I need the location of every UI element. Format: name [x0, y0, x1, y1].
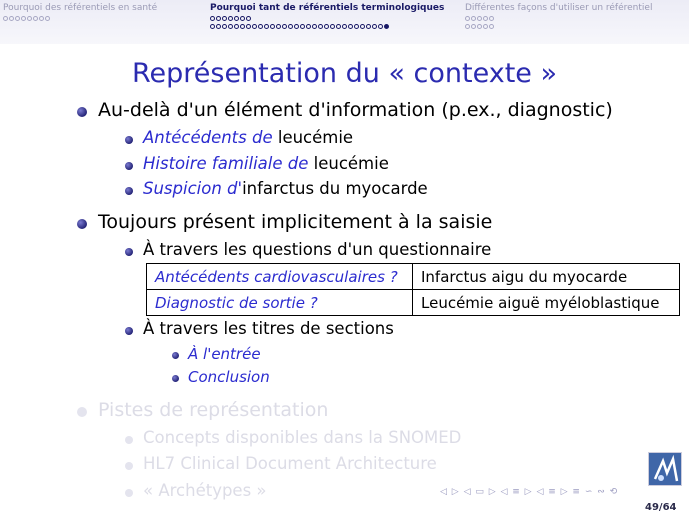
- bullet-ball-icon: [77, 407, 87, 417]
- bullet-ball-icon: [125, 462, 133, 470]
- nav-frame-dot[interactable]: [360, 24, 365, 29]
- sub-sub-bullet-conclusion: [188, 368, 270, 386]
- nav-frame-dot[interactable]: [240, 24, 245, 29]
- nav-frame-dot[interactable]: [336, 24, 341, 29]
- bullet-label: À travers les questions d'un questionnaire: [143, 240, 492, 259]
- plain-text: infarctus du myocarde: [242, 179, 428, 198]
- nav-frame-dot[interactable]: [288, 24, 293, 29]
- table-cell-question: Diagnostic de sortie ?: [147, 290, 413, 316]
- section-navigation-bar: [0, 0, 689, 44]
- bullet-ball-icon: [125, 436, 133, 444]
- bullet-ball-icon: [125, 489, 133, 497]
- nav-frame-dot[interactable]: [21, 16, 26, 21]
- nav-frame-dot[interactable]: [477, 16, 482, 21]
- nav-frame-dot[interactable]: [312, 24, 317, 29]
- nav-frame-dot[interactable]: [27, 16, 32, 21]
- nav-section-1-title[interactable]: Pourquoi des référentiels en santé: [3, 3, 158, 13]
- nav-frame-dot[interactable]: [471, 24, 476, 29]
- nav-section-3-dots-row1[interactable]: [465, 14, 652, 21]
- bullet-label: Au-delà d'un élément d'information (p.ex., diagnostic): [98, 99, 613, 121]
- sub-bullet-questionnaire: [143, 240, 491, 259]
- nav-frame-dot[interactable]: [270, 24, 275, 29]
- questionnaire-table: [146, 263, 680, 316]
- nav-frame-dot[interactable]: [489, 24, 494, 29]
- nav-frame-dot[interactable]: [372, 24, 377, 29]
- nav-section-2-dots-row1[interactable]: [210, 14, 444, 21]
- nav-frame-dot[interactable]: [39, 16, 44, 21]
- table-cell-answer: Infarctus aigu du myocarde: [413, 264, 680, 290]
- sub-bullet-suspicion: [143, 179, 428, 198]
- sub-bullet-archetypes: [143, 481, 267, 500]
- nav-frame-dot[interactable]: [3, 16, 8, 21]
- bullet-label: À travers les titres de sections: [143, 319, 394, 338]
- bullet-ball-icon: [125, 136, 133, 144]
- nav-frame-dot[interactable]: [483, 16, 488, 21]
- nav-frame-dot[interactable]: [483, 24, 488, 29]
- section-name: À l'entrée: [188, 345, 261, 363]
- nav-section-1-dots[interactable]: [3, 14, 157, 21]
- nav-frame-dot[interactable]: [222, 16, 227, 21]
- bullet-ball-icon: [77, 107, 87, 117]
- nav-frame-dot[interactable]: [216, 24, 221, 29]
- nav-frame-dot[interactable]: [300, 24, 305, 29]
- nav-frame-dot[interactable]: [471, 16, 476, 21]
- table-row: [147, 290, 680, 316]
- nav-frame-dot[interactable]: [384, 24, 389, 29]
- bullet-label: « Archétypes »: [143, 481, 267, 500]
- nav-frame-dot[interactable]: [216, 16, 221, 21]
- bullet-context-beyond: [98, 99, 613, 121]
- nav-frame-dot[interactable]: [210, 16, 215, 21]
- nav-section-2-dots-row2[interactable]: [210, 22, 444, 29]
- nav-frame-dot[interactable]: [294, 24, 299, 29]
- nav-frame-dot[interactable]: [348, 24, 353, 29]
- nav-frame-dot[interactable]: [276, 24, 281, 29]
- nav-frame-dot[interactable]: [45, 16, 50, 21]
- plain-text: leucémie: [272, 128, 354, 147]
- sub-sub-bullet-entry: [188, 345, 261, 363]
- nav-frame-dot[interactable]: [228, 16, 233, 21]
- nav-section-1[interactable]: [3, 3, 157, 21]
- nav-frame-dot[interactable]: [210, 24, 215, 29]
- nav-section-3-title[interactable]: Différentes façons d'utiliser un référentiel: [465, 3, 653, 13]
- bullet-ball-icon: [125, 187, 133, 195]
- sub-bullet-snomed: [143, 428, 461, 447]
- nav-section-2[interactable]: [210, 3, 444, 29]
- sub-bullet-family-history: [143, 154, 389, 173]
- nav-frame-dot[interactable]: [252, 24, 257, 29]
- table-cell-question: Antécédents cardiovasculaires ?: [147, 264, 413, 290]
- sub-bullet-antecedents: [143, 128, 353, 147]
- page-number: 49/64: [645, 502, 677, 513]
- nav-frame-dot[interactable]: [465, 24, 470, 29]
- nav-frame-dot[interactable]: [234, 16, 239, 21]
- beamer-navigation-controls[interactable]: ◁ ▷ ◁ ▭ ▷ ◁ ≡ ▷ ◁ ≡ ▷ ≡ ∽ ∾ ⟲: [440, 487, 619, 497]
- nav-frame-dot[interactable]: [354, 24, 359, 29]
- bullet-label: Pistes de représentation: [98, 399, 329, 421]
- nav-frame-dot[interactable]: [264, 24, 269, 29]
- emphasis-text: Histoire familiale de: [143, 154, 309, 173]
- nav-section-3[interactable]: [465, 3, 652, 29]
- nav-frame-dot[interactable]: [246, 24, 251, 29]
- section-name: Conclusion: [188, 368, 270, 386]
- nav-frame-dot[interactable]: [246, 16, 251, 21]
- bullet-ball-icon: [172, 352, 179, 359]
- nav-frame-dot[interactable]: [489, 16, 494, 21]
- sub-bullet-hl7-cda: [143, 454, 437, 473]
- frame-title: Représentation du « contexte »: [131, 58, 558, 89]
- nav-frame-dot[interactable]: [282, 24, 287, 29]
- emphasis-text: Suspicion d': [143, 179, 243, 198]
- nav-frame-dot[interactable]: [306, 24, 311, 29]
- emphasis-text: Antécédents de: [143, 128, 273, 147]
- bullet-ball-icon: [77, 219, 87, 229]
- nav-frame-dot[interactable]: [477, 24, 482, 29]
- nav-frame-dot[interactable]: [228, 24, 233, 29]
- nav-frame-dot[interactable]: [318, 24, 323, 29]
- bullet-label: HL7 Clinical Document Architecture: [143, 454, 437, 473]
- nav-frame-dot[interactable]: [330, 24, 335, 29]
- nav-frame-dot[interactable]: [234, 24, 239, 29]
- bullet-ball-icon: [125, 327, 133, 335]
- sub-bullet-section-titles: [143, 319, 394, 338]
- bullet-ball-icon: [172, 375, 179, 382]
- nav-frame-dot[interactable]: [342, 24, 347, 29]
- nav-frame-dot[interactable]: [258, 24, 263, 29]
- nav-frame-dot[interactable]: [378, 24, 383, 29]
- bullet-representation-paths: [98, 399, 328, 421]
- nav-frame-dot[interactable]: [324, 24, 329, 29]
- table-row: [147, 264, 680, 290]
- plain-text: leucémie: [308, 154, 389, 173]
- nav-frame-dot[interactable]: [33, 16, 38, 21]
- nav-frame-dot[interactable]: [465, 16, 470, 21]
- nav-frame-dot[interactable]: [222, 24, 227, 29]
- table-cell-answer: Leucémie aiguë myéloblastique: [413, 290, 680, 316]
- bullet-label: Concepts disponibles dans la SNOMED: [143, 428, 462, 447]
- logo-icon: [649, 453, 682, 486]
- institution-logo: [648, 452, 682, 486]
- nav-section-3-dots-row2[interactable]: [465, 22, 652, 29]
- bullet-label: Toujours présent implicitement à la saisie: [98, 211, 493, 233]
- nav-frame-dot[interactable]: [240, 16, 245, 21]
- nav-frame-dot[interactable]: [366, 24, 371, 29]
- bullet-ball-icon: [125, 248, 133, 256]
- bullet-always-implicit: [98, 211, 492, 233]
- nav-frame-dot[interactable]: [15, 16, 20, 21]
- bullet-ball-icon: [125, 162, 133, 170]
- nav-section-2-title[interactable]: Pourquoi tant de référentiels terminologiques: [210, 3, 445, 13]
- nav-frame-dot[interactable]: [9, 16, 14, 21]
